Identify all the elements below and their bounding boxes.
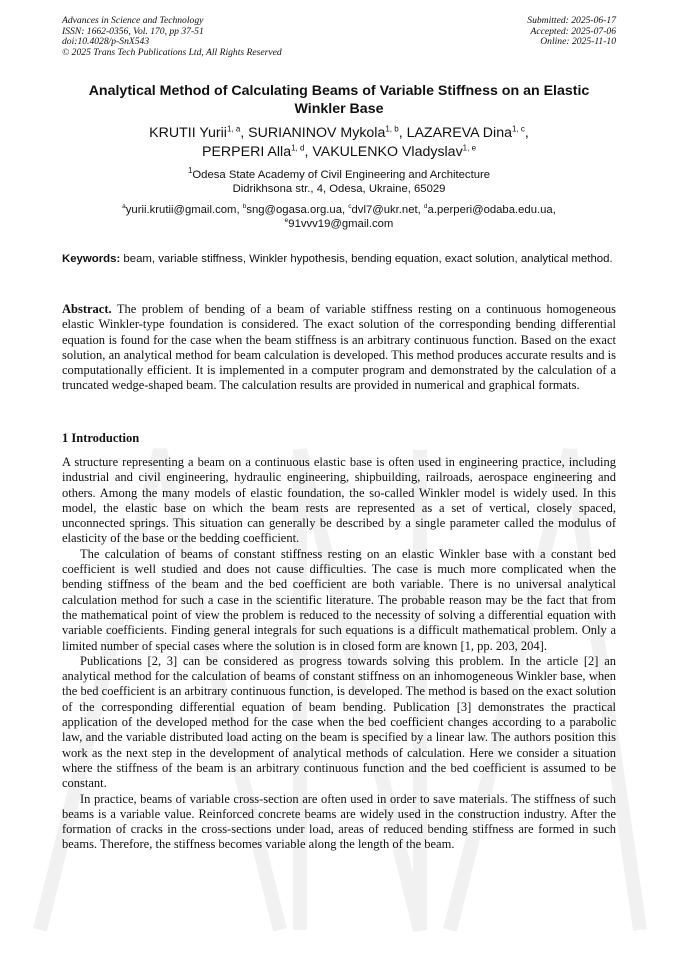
email-link[interactable]: $^a$yurii.krutii@gmail.com	[122, 203, 237, 216]
paragraph: The calculation of beams of constant stiffness resting on an elastic Winkler base with a constant bed coefficient is well studied and does not cause difficulties. The case is much more complicated when the bending stiffness of the beam and the bed coefficient are both variable. There is no universal analytical calculation method for such a case in the scientific literature. The probable reason may be the fact that from the mathematical point of view the problem is reduced to the necessity of solving a differential equation with variable coefficients. Finding general integrals for such equations is a difficult mathematical problem. Only a limited number of special cases where the solution is in closed form are known [1, pp. 203, 204].	[62, 546, 616, 653]
journal-issn: ISSN: 1662-0356, Vol. 170, pp 37-51	[62, 25, 204, 37]
date-submitted: Submitted: 2025-06-17	[527, 15, 616, 26]
paragraph: A structure representing a beam on a continuous elastic base is often used in engineering practice, including industrial and civil engineering, hydraulic engineering, shipbuilding, railroads, aerospace engineering and others. Among the many models of elastic foundation, the so-called Winkler model is widely used. In this model, the elastic base on which the beam rests are represented as a set of vertical, closely spaced, unconnected springs. This situation can generally be described by a single parameter called the modulus of elasticity of the base or the bedding coefficient.	[62, 455, 616, 546]
abstract-label: Abstract.	[62, 302, 112, 316]
section-body	[62, 455, 616, 853]
paragraph: In practice, beams of variable cross-section are often used in order to save materials. The stiffness of such beams is a variable value. Reinforced concrete beams are widely used in the construction industry. After the formation of cracks in the cross-sections under load, areas of reduced bending stiffness are formed in such beams. Therefore, the stiffness becomes variable along the length of the beam.	[62, 791, 616, 852]
email-link[interactable]: $^b$sng@ogasa.org.ua	[242, 203, 342, 216]
author-emails: $^a$yurii.krutii@gmail.com, $^b$sng@ogasa.org.ua, $^c$dvl7@ukr.net, $^d$a.perperi@odaba.edu.ua, $^e$91vvv19@gmail.com	[122, 203, 556, 230]
date-accepted: Accepted: 2025-07-06	[530, 25, 616, 37]
author: LAZAREVA Dina$^{1, c}$,	[406, 124, 529, 141]
affiliation-institution: $^1$Odesa State Academy of Civil Engineering and Architecture	[187, 166, 491, 181]
author: SURIANINOV Mykola$^{1, b}$,	[248, 124, 407, 141]
publication-dates	[527, 16, 616, 58]
section-heading: 1 Introduction	[62, 431, 140, 445]
affiliation-address: Didrikhsona str., 4, Odesa, Ukraine, 65029	[232, 183, 446, 195]
author: KRUTII Yurii$^{1, a}$,	[149, 124, 249, 141]
keywords-label: Keywords:	[62, 253, 121, 265]
paragraph: Publications [2, 3] can be considered as progress towards solving this problem. In the article [2] an analytical method for the calculation of beams of constant stiffness on an inhomogeneous Winkler base, when the bed coefficient is an arbitrary continuous function, is developed. The method is based on the exact solution of the corresponding differential equation of beam bending. Publication [3] demonstrates the practical application of the developed method for the case when the bed coefficient changes according to a parabolic law, and the variable distributed load acting on the beam is specified by a linear law. The authors position this work as the next step in the development of analytical methods of calculation. Here we consider a situation where the stiffness of the beam is an arbitrary continuous function and the bed coefficient is assumed to be constant.	[62, 653, 616, 791]
author-list	[62, 124, 616, 162]
email-link[interactable]: $^d$a.perperi@odaba.edu.ua	[423, 203, 553, 216]
email-link[interactable]: $^c$dvl7@ukr.net	[348, 203, 418, 216]
author: PERPERI Alla$^{1, d}$,	[201, 143, 313, 160]
journal-copyright: © 2025 Trans Tech Publications Ltd, All Rights Reserved	[62, 46, 282, 58]
journal-name: Advances in Science and Technology	[62, 15, 204, 26]
journal-info	[62, 16, 282, 58]
keywords-text: beam, variable stiffness, Winkler hypothesis, bending equation, exact solution, analytical method.	[123, 253, 613, 265]
journal-doi: doi:10.4028/p-SnX543	[62, 36, 150, 48]
date-online: Online: 2025-11-10	[540, 36, 616, 48]
journal-header	[62, 16, 616, 58]
email-link[interactable]: $^e$91vvv19@gmail.com	[284, 217, 394, 230]
paper-title: Analytical Method of Calculating Beams of Variable Stiffness on an Elastic Winkler Base	[88, 83, 590, 117]
affiliation	[62, 168, 616, 196]
author: VAKULENKO Vladyslav$^{1, e}$	[312, 143, 477, 160]
abstract-text: The problem of bending of a beam of variable stiffness resting on a continuous homogeneous elastic Winkler-type foundation is considered. The exact solution of the corresponding bending differential equation is found for the case when the beam stiffness is an arbitrary continuous function. Based on the exact solution, an analytical method for beam calculation is developed. This method produces accurate results and is computationally efficient. It is implemented in a computer program and demonstrated by the calculation of a truncated wedge-shaped beam. The calculation results are provided in numerical and graphical formats.	[62, 302, 616, 393]
keywords	[62, 252, 616, 267]
abstract	[62, 302, 616, 394]
